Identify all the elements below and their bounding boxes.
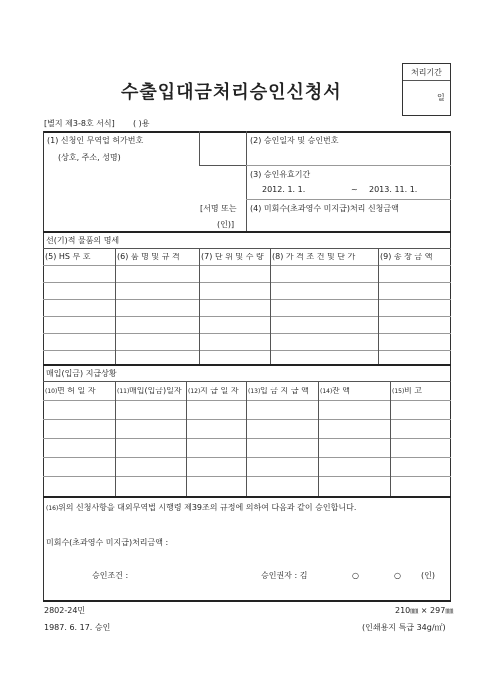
approval-period-label: (3) 승인유효기간: [250, 170, 311, 179]
unpaid-processed-amount: 미회수(초과영수 미지급)처리금액 :: [46, 538, 169, 547]
payment-section-title: 매입(입금) 지급상황: [46, 369, 117, 378]
signature-label-1: [서명 또는: [200, 204, 237, 213]
payment-header-15: 비 고: [404, 387, 422, 395]
signature-label-2: (인)]: [217, 220, 235, 229]
goods-column-line: [270, 248, 271, 364]
form-title: 수출입대금처리승인신청서: [121, 82, 342, 103]
seal-circle-2: ○: [394, 571, 401, 580]
form-code: 2802-24민: [44, 606, 86, 615]
payment-header-num-14: (14): [320, 388, 333, 395]
payment-header-num-11: (11): [117, 388, 130, 395]
left-border: [43, 131, 44, 601]
payment-column-line: [246, 381, 247, 496]
applicant-sub: (상호, 주소, 성명): [58, 153, 121, 162]
payment-header-10: 면 허 일 자: [57, 387, 96, 395]
processing-period-label: 처리기간: [411, 68, 442, 77]
goods-header-6: (6) 품 명 및 규 격: [117, 253, 180, 261]
payment-column-line: [390, 381, 391, 496]
payment-header-12: 지 급 일 자: [200, 387, 239, 395]
seal-circle-1: ○: [352, 571, 359, 580]
right-border: [450, 131, 451, 601]
goods-column-line: [115, 248, 116, 364]
approval-period-to: 2013. 11. 1.: [369, 185, 418, 194]
goods-column-line: [378, 248, 379, 364]
payment-header-14: 잔 액: [332, 387, 350, 395]
goods-row-line: [43, 265, 451, 266]
goods-column-line: [199, 248, 200, 364]
statement-number: (16): [46, 505, 59, 512]
approval-authority: 승인권자 : 김: [261, 571, 308, 580]
payment-header-num-12: (12): [188, 388, 201, 395]
payment-column-line: [115, 381, 116, 496]
goods-row-line: [43, 299, 451, 300]
processing-period-value: 일: [437, 93, 445, 102]
payment-header-11: 매입(입금)일자: [129, 387, 182, 395]
goods-header-8: (8) 가 격 조 건 및 단 가: [272, 253, 356, 261]
goods-row-line: [43, 316, 451, 317]
goods-row-line: [43, 350, 451, 351]
approval-date-label: (2) 승인일자 및 승인번호: [250, 136, 339, 145]
payment-header-num-13: (13): [248, 388, 261, 395]
processing-period-box: [402, 63, 451, 116]
paper-spec: (인쇄용지 특급 34g/㎡): [362, 623, 446, 632]
unpaid-amount-label: (4) 미회수(초과영수 미지급)처리 신청금액: [250, 204, 399, 213]
form-usage: ( )용: [133, 119, 150, 128]
payment-header-num-15: (15): [392, 388, 405, 395]
payment-column-line: [186, 381, 187, 496]
goods-header-9: (9) 송 장 금 액: [380, 253, 433, 261]
top-border: [43, 131, 451, 133]
payment-header-num-10: (10): [45, 388, 58, 395]
approval-statement: 위의 신청사항을 대외무역법 시행령 제39조의 규정에 의하여 다음과 같이 승인합니다.: [58, 503, 357, 512]
goods-header-7: (7) 단 위 및 수 량: [201, 253, 264, 261]
approval-period-from: 2012. 1. 1.: [262, 185, 306, 194]
approval-date: 1987. 6. 17. 승인: [44, 623, 111, 632]
bottom-border: [43, 600, 451, 602]
goods-header-5: (5) HS 부 호: [45, 253, 91, 261]
seal-mark: (인): [421, 571, 435, 580]
approval-period-separator: ~: [351, 185, 358, 194]
payment-column-line: [318, 381, 319, 496]
approval-conditions: 승인조건 :: [92, 571, 129, 580]
applicant-label: (1) 신청인 무역업 허가번호: [47, 136, 144, 145]
goods-section-title: 선(기)적 물품의 명세: [46, 236, 120, 245]
paper-size: 210㎜ × 297㎜: [395, 606, 454, 615]
payment-header-13: 입 금 지 급 액: [260, 387, 309, 395]
goods-row-line: [43, 282, 451, 283]
goods-row-line: [43, 333, 451, 334]
form-number: [별지 제3-8호 서식]: [44, 119, 115, 128]
